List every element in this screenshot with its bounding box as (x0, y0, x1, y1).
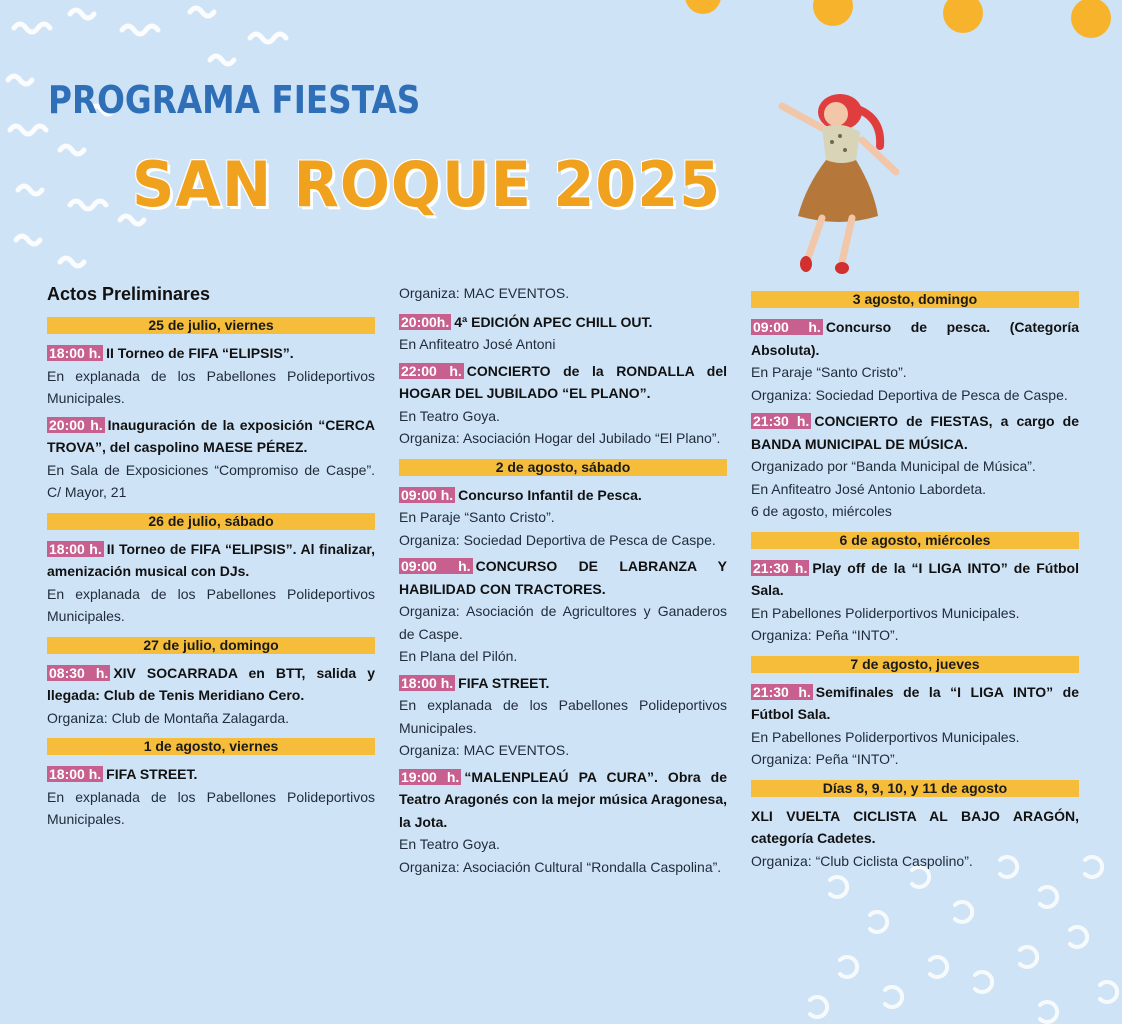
event-title: XLI VUELTA CICLISTA AL BAJO ARAGÓN, categoría Cadetes. (751, 807, 1079, 846)
event-detail: Organizado por “Banda Municipal de Música”. (751, 458, 1036, 474)
event-detail: Organiza: Peña “INTO”. (751, 627, 899, 643)
event-heading (47, 538, 375, 583)
column-3 (751, 282, 1079, 876)
event-time-badge: 18:00 h. (49, 766, 102, 782)
event-title: FIFA STREET. (106, 766, 198, 782)
event-heading (47, 763, 375, 786)
event-item (47, 342, 375, 410)
event-item (399, 311, 727, 356)
event-item (47, 763, 375, 831)
event-title: CONCURSO DE LABRANZA Y HABILIDAD CON TRACTORES. (399, 558, 727, 597)
event-title: II Torneo de FIFA “ELIPSIS”. (106, 345, 294, 361)
event-time-badge: 08:30 h. (49, 664, 109, 681)
event-detail: En explanada de los Pabellones Polideportivos Municipales. (399, 697, 727, 736)
white-squiggle-decoration (8, 8, 286, 266)
event-detail: Organiza: Asociación Cultural “Rondalla Caspolina”. (399, 858, 722, 875)
event-item (399, 484, 727, 552)
event-item (751, 410, 1079, 523)
event-time-badge: 20:00 h. (49, 416, 103, 433)
event-detail: En Plana del Pilón. (399, 648, 518, 664)
day-header: Días 8, 9, 10, y 11 de agosto (751, 780, 1079, 797)
event-time-badge: 09:00 h. (753, 319, 821, 335)
event-heading (399, 311, 727, 334)
section-title: Actos Preliminares (47, 284, 211, 304)
event-item (399, 555, 727, 668)
event-time-badge: 09:00 h. (401, 558, 471, 574)
event-heading (47, 662, 375, 707)
day-header: 27 de julio, domingo (47, 637, 375, 654)
day-header: 3 agosto, domingo (751, 291, 1079, 308)
event-time-badge: 20:00h. (401, 313, 450, 330)
event-time-badge: 18:00 h. (49, 540, 102, 557)
event-title: Concurso Infantil de Pesca. (458, 486, 642, 503)
day-header: 25 de julio, viernes (47, 317, 375, 334)
event-heading (399, 360, 727, 405)
event-heading (399, 766, 727, 834)
event-item (751, 316, 1079, 406)
event-item (751, 681, 1079, 771)
column-2-blocks (399, 311, 727, 879)
event-time-badge: 22:00 h. (401, 362, 462, 379)
event-detail: Organiza: Asociación de Agricultores y Ganaderos de Caspe. (399, 603, 727, 642)
event-title: Inauguración de la exposición “CERCA TROVA”, del caspolino MAESE PÉREZ. (47, 416, 375, 455)
event-detail: En explanada de los Pabellones Polideportivos Municipales. (47, 788, 375, 827)
event-heading (399, 484, 727, 507)
column-3-blocks (751, 291, 1079, 872)
event-time-badge: 09:00 h. (401, 486, 454, 503)
column-1 (47, 282, 375, 835)
event-heading (47, 342, 375, 365)
event-time-badge: 21:30 h. (753, 683, 811, 700)
event-detail: En Teatro Goya. (399, 407, 500, 424)
header-title-line1: PROGRAMA FIESTAS (48, 78, 421, 122)
event-heading (399, 555, 727, 600)
event-heading (751, 681, 1079, 726)
column-1-blocks (47, 317, 375, 831)
event-title: Play off de la “I LIGA INTO” de Fútbol Sala. (751, 559, 1079, 598)
event-detail: En Pabellones Poliderportivos Municipales. (751, 728, 1020, 745)
top-note: Organiza: MAC EVENTOS. (399, 285, 570, 301)
event-heading (399, 672, 727, 695)
event-detail: En Sala de Exposiciones “Compromiso de Caspe”. C/ Mayor, 21 (47, 461, 375, 500)
event-title: XIV SOCARRADA en BTT, salida y llegada: Club de Tenis Meridiano Cero. (47, 664, 376, 703)
event-detail: Organiza: “Club Ciclista Caspolino”. (751, 852, 973, 869)
event-time-badge: 18:00 h. (49, 345, 102, 361)
event-detail: En Pabellones Poliderportivos Municipales. (751, 604, 1020, 621)
white-curl-decoration (810, 857, 1117, 1022)
event-heading (47, 414, 375, 459)
day-header: 26 de julio, sábado (47, 513, 375, 530)
event-detail: En Paraje “Santo Cristo”. (399, 509, 555, 525)
event-title: CONCIERTO de la RONDALLA del HOGAR DEL JUBILADO “EL PLANO”. (399, 362, 727, 401)
event-detail: En Paraje “Santo Cristo”. (751, 364, 907, 380)
event-item (47, 538, 375, 628)
event-detail: Organiza: Peña “INTO”. (751, 751, 899, 767)
event-detail: En Anfiteatro José Antoni (399, 336, 556, 352)
dancing-woman-illustration (782, 94, 896, 274)
event-time-badge: 19:00 h. (401, 768, 460, 785)
event-detail: En Anfiteatro José Antonio Labordeta. (751, 480, 987, 497)
event-item (47, 662, 375, 730)
yellow-dots-decoration (685, 0, 1111, 38)
event-title: II Torneo de FIFA “ELIPSIS”. Al finalizar, amenización musical con DJs. (47, 540, 375, 579)
event-title: Semifinales de la “I LIGA INTO” de Fútbol Sala. (751, 683, 1079, 722)
event-item (399, 672, 727, 762)
column-2 (399, 282, 727, 882)
event-detail: Organiza: Asociación Hogar del Jubilado “El Plano”. (399, 430, 721, 446)
event-item (47, 414, 375, 504)
event-title: Concurso de pesca. (Categoría Absoluta). (751, 319, 1079, 358)
day-header: 7 de agosto, jueves (751, 656, 1079, 673)
event-heading (751, 805, 1079, 850)
event-detail: Organiza: Sociedad Deportiva de Pesca de Caspe. (751, 386, 1068, 403)
header-title-line2: SAN ROQUE 2025 (132, 148, 722, 221)
event-item (399, 766, 727, 879)
event-detail: Organiza: Sociedad Deportiva de Pesca de Caspe. (399, 531, 716, 548)
event-heading (751, 410, 1079, 455)
event-detail: En explanada de los Pabellones Polideportivos Municipales. (47, 585, 375, 624)
event-item (399, 360, 727, 450)
event-detail: En Teatro Goya. (399, 836, 500, 852)
event-item (751, 557, 1079, 647)
event-heading (751, 316, 1079, 361)
event-time-badge: 18:00 h. (401, 674, 454, 691)
event-title: CONCIERTO de FIESTAS, a cargo de BANDA MUNICIPAL DE MÚSICA. (751, 413, 1080, 452)
event-detail: En explanada de los Pabellones Polideportivos Municipales. (47, 367, 375, 406)
event-item (751, 805, 1079, 873)
day-header: 1 de agosto, viernes (47, 738, 375, 755)
event-title: 4ª EDICIÓN APEC CHILL OUT. (454, 313, 653, 330)
event-detail: 6 de agosto, miércoles (751, 503, 892, 519)
event-title: “MALENPLEAÚ PA CURA”. Obra de Teatro Aragonés con la mejor música Aragonesa, la Jota. (399, 768, 728, 830)
day-header: 6 de agosto, miércoles (751, 532, 1079, 549)
event-detail: Organiza: Club de Montaña Zalagarda. (47, 709, 290, 726)
event-detail: Organiza: MAC EVENTOS. (399, 742, 570, 758)
event-time-badge: 21:30 h. (753, 559, 808, 576)
day-header: 2 de agosto, sábado (399, 459, 727, 476)
event-heading (751, 557, 1079, 602)
event-time-badge: 21:30 h. (753, 413, 810, 429)
event-title: FIFA STREET. (458, 674, 550, 691)
